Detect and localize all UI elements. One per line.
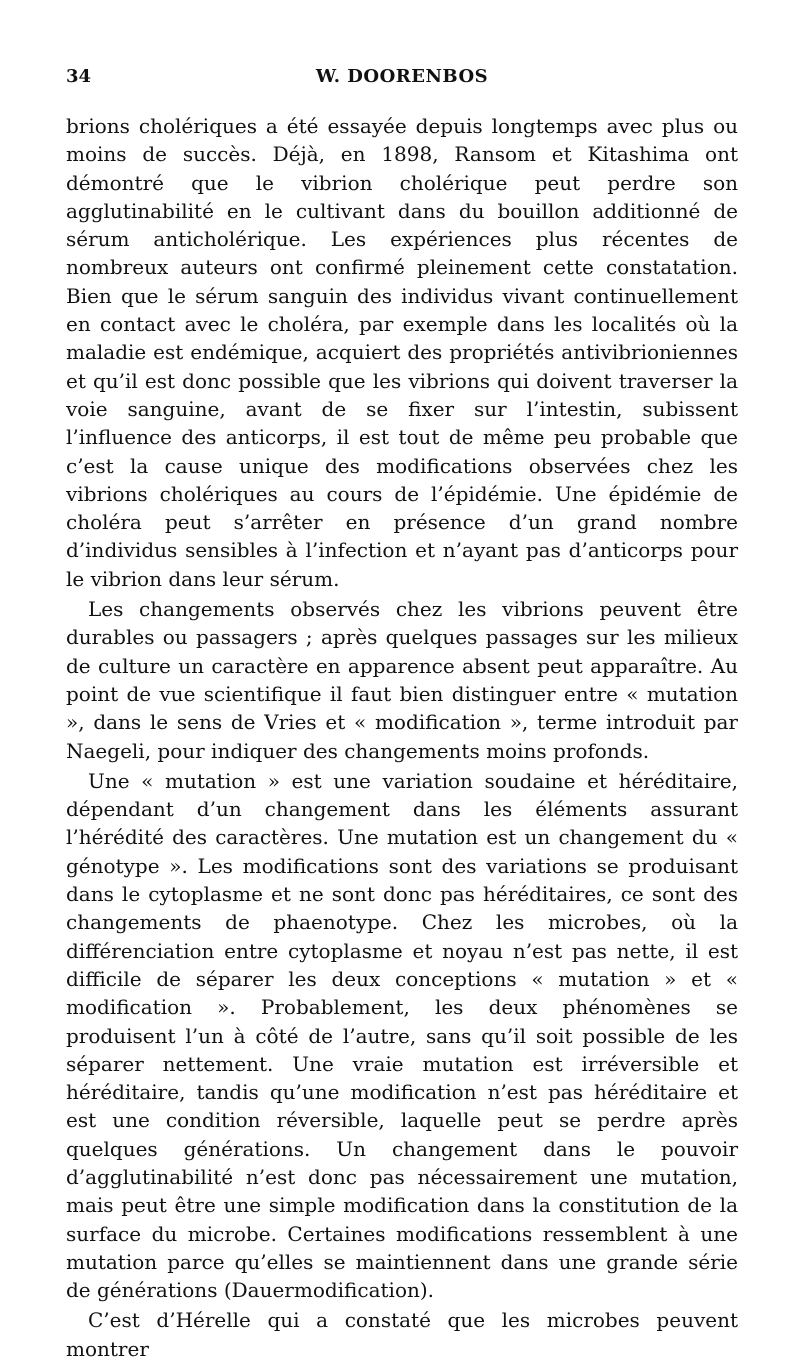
paragraph-1: brions cholériques a été essayée depuis longtemps avec plus ou moins de succès. Déjà, en 1898, Ransom et Kitashima ont démontré que le vibrion cholérique peut perdre son agglutinabilité en le cultivant dans du bouillon additionné de sérum anticholérique. Les expériences plus récentes de nombreux auteurs ont confirmé pleinement cette constatation. Bien que le sérum sanguin des individus vivant continuellement en contact avec le choléra, par exemple dans les localités où la maladie est endémique, acquiert des propriétés antivibrioniennes et qu’il est donc possible que les vibrions qui doivent traverser la voie sanguine, avant de se fixer sur l’intestin, subissent l’influence des anticorps, il est tout de même peu probable que c’est la cause unique des modifications observées chez les vibrions cholériques au cours de l’épidémie. Une épidémie de choléra peut s’arrêter en présence d’un grand nombre d’individus sensibles à l’infection et n’ayant pas d’anticorps pour le vibrion dans leur sérum. xyxy=(66,114,738,591)
document-page xyxy=(66,66,738,1363)
running-head-author: W. DOORENBOS xyxy=(315,66,489,87)
running-head xyxy=(66,66,738,100)
paragraph-3: Une « mutation » est une variation soudaine et héréditaire, dépendant d’un changement dans les éléments assurant l’hérédité des caractères. Une mutation est un changement du « génotype ». Les modifications sont des variations se produisant dans le cytoplasme et ne sont donc pas héréditaires, ce sont des changements de phaenotype. Chez les microbes, où la différenciation entre cytoplasme et noyau n’est pas nette, il est difficile de séparer les deux conceptions « mutation » et « modification ». Probablement, les deux phénomènes se produisent l’un à côté de l’autre, sans qu’il soit possible de les séparer nettement. Une vraie mutation est irréversible et héréditaire, tandis qu’une modification n’est pas héréditaire et est une condition réversible, laquelle peut se perdre après quelques générations. Un changement dans le pouvoir d’agglutinabilité n’est donc pas nécessairement une mutation, mais peut être une simple modification dans la constitution de la surface du microbe. Certaines modifications ressemblent à une mutation parce qu’elles se maintiennent dans une grande série de générations (Dauermodification). xyxy=(66,768,738,1303)
paragraph-2: Les changements observés chez les vibrions peuvent être durables ou passagers ; après quelques passages sur les milieux de culture un caractère en apparence absent peut apparaître. Au point de vue scientifique il faut bien distinguer entre « mutation », dans le sens de Vries et « modification », terme introduit par Naegeli, pour indiquer des changements moins profonds. xyxy=(66,597,738,763)
page-number: 34 xyxy=(66,66,92,87)
paragraph-4: C’est d’Hérelle qui a constaté que les microbes peuvent montrer xyxy=(66,1308,738,1361)
body-text xyxy=(66,112,738,1363)
